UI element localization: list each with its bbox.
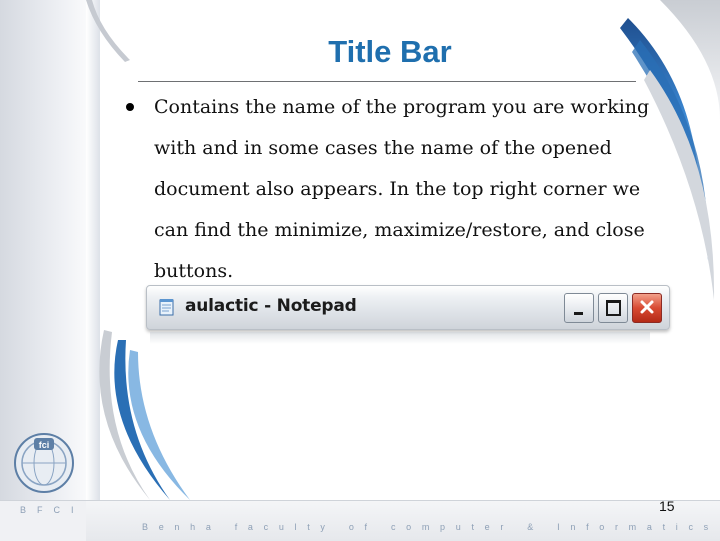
notepad-title-bar-image	[146, 285, 670, 330]
notepad-icon	[159, 298, 175, 316]
footer-bar	[0, 500, 720, 541]
bullet-marker	[126, 103, 134, 111]
notepad-window-title: aulactic - Notepad	[185, 296, 357, 316]
title-bar-reflection	[150, 332, 650, 344]
bullet-text: Contains the name of the program you are working with and in some cases the name of the opened document also appears. In the top right corner we can find the minimize, maximize/restore, and close buttons.	[154, 96, 650, 282]
logo-text: fci	[38, 440, 50, 450]
slide-title: Title Bar	[328, 34, 452, 69]
page-number: 15	[659, 498, 675, 514]
footer-left-block	[0, 501, 86, 541]
close-icon	[632, 293, 662, 323]
title-divider	[138, 81, 636, 82]
footer-code: BFCI	[20, 505, 85, 515]
minimize-icon	[564, 293, 594, 323]
maximize-icon	[598, 293, 628, 323]
footer-faculty-text: Benha faculty of computer & Informatics	[142, 522, 719, 532]
faculty-logo	[9, 432, 79, 494]
